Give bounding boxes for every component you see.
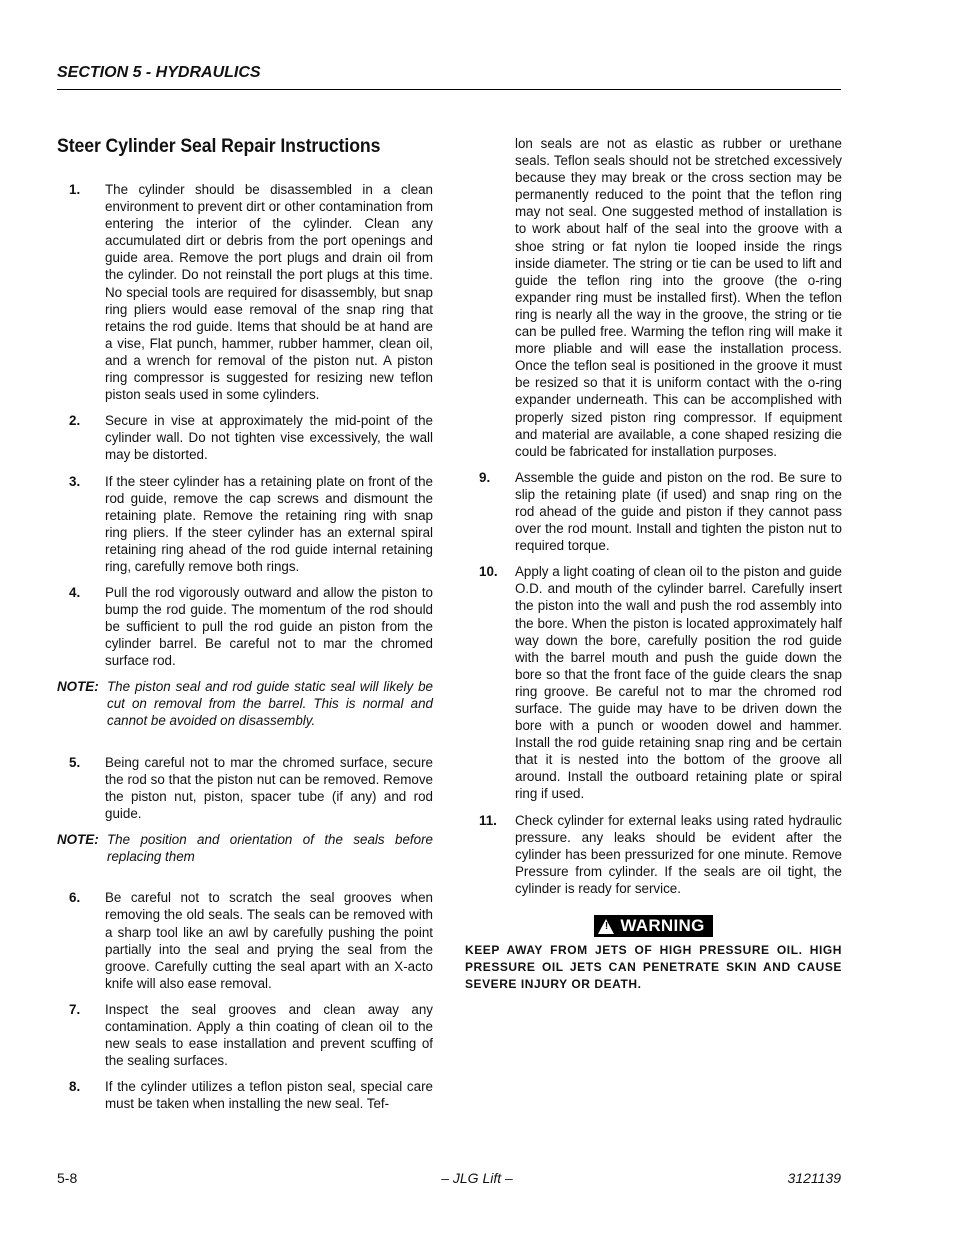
step-number: 2. xyxy=(69,413,81,429)
step-number: 11. xyxy=(479,812,497,828)
note-text: The position and orientation of the seals before replacing them xyxy=(107,832,433,865)
step-text: Inspect the seal grooves and clean away any contamination. Apply a thin coating of clean oil to the new seals to ease installation and prevent scuffing of the sealing surfaces. xyxy=(105,1001,433,1069)
step-item xyxy=(57,1078,433,1112)
steps-list-a xyxy=(57,181,433,670)
step-number: 3. xyxy=(69,473,81,489)
step-text: Being careful not to mar the chromed surface, secure the rod so that the piston nut can be removed. Remove the piston nut, piston, spacer tube (if any) and rod guide. xyxy=(105,754,433,822)
step-item xyxy=(57,1001,433,1069)
warning-label: WARNING xyxy=(620,916,705,936)
step-text: If the steer cylinder has a retaining plate on front of the rod guide, remove the cap screws and dismount the retaining plate. Remove the retaining ring with snap ring pliers. If the steer cylinder has an external spiral retaining ring ahead of the rod guide internal retaining ring, carefully remove both rings. xyxy=(105,473,433,574)
step-text: Check cylinder for external leaks using rated hydraulic pressure. any leaks should be evident after the cylinder has been pressurized for one minute. Remove Pressure from cylinder. If the seals are oil tight, the cylinder is ready for service. xyxy=(515,812,842,896)
footer-publisher: – JLG Lift – xyxy=(441,1170,513,1186)
step-number: 9. xyxy=(479,469,491,485)
step-text: The cylinder should be disassembled in a clean environment to prevent dirt or other contamination from entering the interior of the cylinder. Clean any accumulated dirt or debris from the port openings and guide area. Remove the port plugs and drain oil from the cylinder. Do not reinstall the port plugs at this time. No special tools are required for disassembly, but snap ring pliers would ease removal of the snap ring that retains the rod guide. Items that should be at hand are a vise, Flat punch, hammer, rubber hammer, clean oil, and a wrench for removal of the piston nut. A piston ring compressor is suggested for resizing new teflon piston seals used in some cylinders. xyxy=(105,182,433,403)
step-item xyxy=(465,563,842,802)
step-number: 7. xyxy=(69,1001,81,1017)
right-column xyxy=(465,135,842,993)
step-item xyxy=(57,181,433,403)
note-2 xyxy=(57,831,433,865)
step-item xyxy=(465,469,842,554)
warning-icon: ! xyxy=(598,919,614,934)
step-number: 1. xyxy=(69,182,81,197)
page-title: Steer Cylinder Seal Repair Instructions xyxy=(57,136,381,157)
step-item xyxy=(465,812,842,897)
header-rule xyxy=(57,89,841,90)
step-item xyxy=(57,412,433,463)
step-item xyxy=(57,889,433,992)
steps-list-c xyxy=(465,469,842,897)
steps-list-b xyxy=(57,889,433,1112)
step-item xyxy=(57,473,433,576)
note-text: The piston seal and rod guide static seal will likely be cut on removal from the barrel. This is normal and cannot be avoided on disassembly. xyxy=(107,678,433,728)
step-number: 5. xyxy=(69,754,81,770)
step-text: Assemble the guide and piston on the rod. Be sure to slip the retaining plate (if used) and snap ring on the rod ahead of the guide and piston if they cannot pass over the rod mount. Install and tighten the piston nut to required torque. xyxy=(515,469,842,554)
warning-banner-wrap xyxy=(465,915,842,938)
note-label: NOTE: xyxy=(57,678,99,694)
step-text: Apply a light coating of clean oil to the piston and guide O.D. and mouth of the cylinder barrel. Carefully insert the piston into the wall and push the rod assembly into the bore. When the piston is located approximately half way down the bore, carefully position the rod guide with the barrel mouth and push the guide down the bore so that the front face of the guide clears the snap ring groove. Be careful not to mar the chromed rod surface. The guide may have to be driven down the bore with a punch or wooden dowel and hammer. Install the rod guide retaining snap ring and be certain that it is nested into the bottom of the groove all around. Install the outboard retaining plate or spiral ring if used. xyxy=(515,564,842,802)
step-text: Be careful not to scratch the seal grooves when removing the old seals. The seals can be removed with a sharp tool like an awl by carefully pushing the point partially into the seal and prying the seal from the groove. Carefully cutting the seal apart with an X-acto knife will also ease removal. xyxy=(105,890,433,991)
step-text: Pull the rod vigorously outward and allow the piston to bump the rod guide. The momentum of the rod should be sufficient to pull the rod guide an piston from the cylinder barrel. Be careful not to mar the chromed surface rod. xyxy=(105,585,433,669)
warning-text: KEEP AWAY FROM JETS OF HIGH PRESSURE OIL. HIGH PRESSURE OIL JETS CAN PENETRATE SKIN AND CAUSE SEVERE INJURY OR DEATH. xyxy=(465,942,842,992)
step-number: 10. xyxy=(479,564,498,580)
footer-doc-number: 3121139 xyxy=(787,1170,841,1186)
footer-page-number: 5-8 xyxy=(57,1170,78,1186)
step-8-continued: lon seals are not as elastic as rubber or urethane seals. Teflon seals should not be stretched excessively because they may break or the cross section may be permanently reduced to the point that the teflon ring may not seal. One suggested method of installation is to work about half of the seal into the groove with a shoe string or fat nylon tie looped inside the rings inside diameter. The string or tie can be used to lift and guide the teflon ring into the groove (the o-ring expander ring must be installed first). When the teflon ring is nearly all the way in the groove, the string or tie can be pulled free. Warming the teflon ring will make it more pliable and will ease the installation process. Once the teflon seal is positioned in the groove it must be resized so that it is uniform contact with the o-ring expander underneath. This can be accomplished with properly sized piston ring compressor. If equipment and material are available, a cone shaped resizing die could be fabricated for installation purposes. xyxy=(515,136,842,459)
step-text: If the cylinder utilizes a teflon piston seal, special care must be taken when installing the new seal. Tef- xyxy=(105,1079,433,1112)
step-5 xyxy=(57,754,433,822)
step-number: 4. xyxy=(69,585,81,601)
step-number: 6. xyxy=(69,890,81,906)
section-header: SECTION 5 - HYDRAULICS xyxy=(57,64,261,81)
step-text: Secure in vise at approximately the mid-point of the cylinder wall. Do not tighten vise excessively, the wall may be distorted. xyxy=(105,413,433,463)
step-item xyxy=(57,584,433,669)
note-label: NOTE: xyxy=(57,832,99,848)
note-1 xyxy=(57,678,433,729)
warning-banner xyxy=(594,915,712,937)
step-number: 8. xyxy=(69,1079,81,1095)
left-column xyxy=(57,135,433,1122)
